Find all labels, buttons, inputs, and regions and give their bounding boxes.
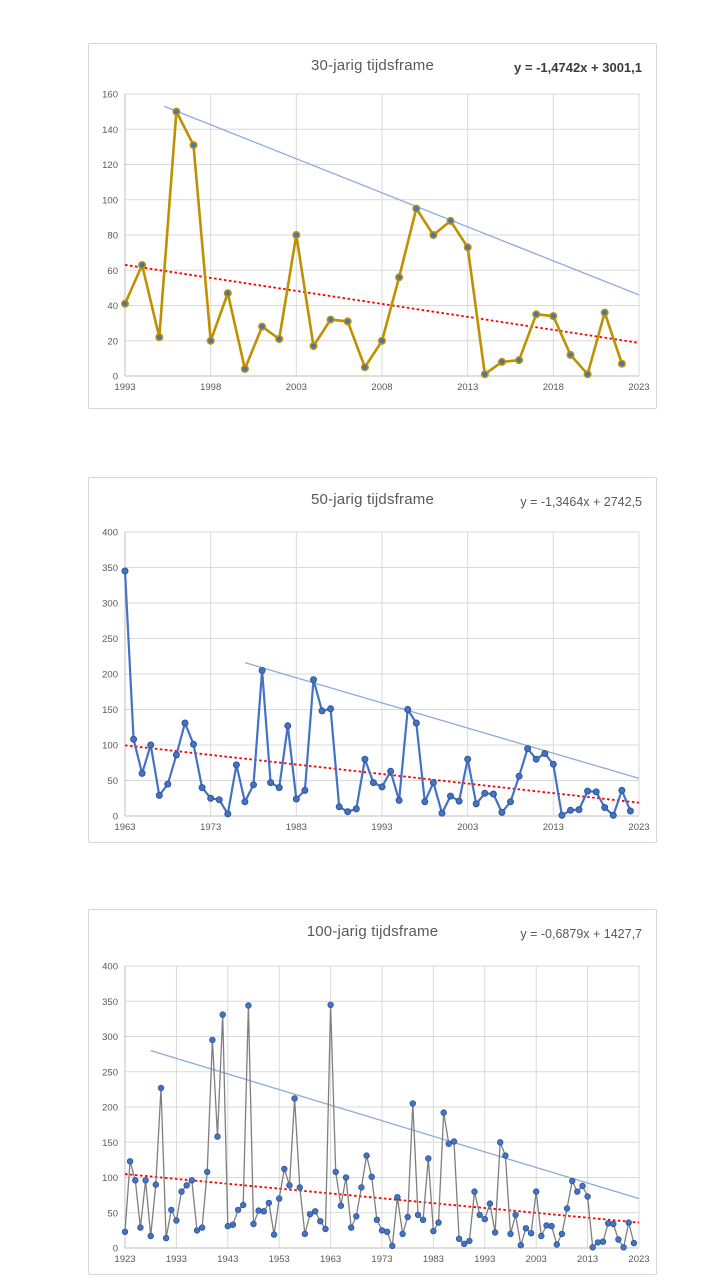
x-tick-label: 2023 [628, 1254, 650, 1265]
x-tick-label: 1983 [422, 1254, 444, 1265]
line-chart-plot-30-year [89, 44, 658, 410]
data-point-marker [446, 1141, 452, 1147]
data-point-marker [190, 142, 196, 148]
y-tick-label: 100 [102, 1173, 118, 1184]
x-tick-label: 1993 [371, 822, 393, 833]
data-point-marker [353, 806, 359, 812]
x-tick-label: 1983 [285, 822, 307, 833]
data-point-marker [122, 568, 128, 574]
data-point-marker [396, 797, 402, 803]
data-point-marker [523, 1226, 529, 1232]
data-point-marker [564, 1206, 570, 1212]
data-point-marker [220, 1012, 226, 1018]
data-point-marker [345, 809, 351, 815]
y-tick-label: 0 [112, 811, 118, 823]
data-point-marker [549, 1223, 555, 1229]
data-point-marker [374, 1217, 380, 1223]
x-tick-label: 1953 [268, 1254, 290, 1265]
data-point-marker [251, 1221, 257, 1227]
data-point-marker [467, 1238, 473, 1244]
data-point-marker [593, 789, 599, 795]
data-point-marker [413, 205, 419, 211]
data-point-marker [590, 1245, 596, 1251]
data-point-marker [328, 1002, 334, 1008]
data-point-marker [165, 781, 171, 787]
x-tick-label: 2008 [371, 382, 393, 393]
data-point-marker [621, 1245, 627, 1251]
x-tick-label: 2013 [542, 822, 564, 833]
data-point-marker [516, 773, 522, 779]
x-tick-label: 1963 [320, 1254, 342, 1265]
chart-card-30-year [88, 43, 657, 409]
y-tick-label: 50 [107, 1208, 118, 1220]
data-point-marker [216, 797, 222, 803]
data-point-marker [405, 707, 411, 713]
data-point-marker [626, 1220, 632, 1226]
data-point-marker [559, 1231, 565, 1237]
x-tick-label: 2023 [628, 822, 650, 833]
data-point-marker [492, 1230, 498, 1236]
data-point-marker [359, 1185, 365, 1191]
data-point-marker [256, 1208, 262, 1214]
data-point-marker [131, 736, 137, 742]
x-tick-label: 2003 [525, 1254, 547, 1265]
data-point-marker [379, 784, 385, 790]
data-point-marker [271, 1232, 277, 1238]
data-point-marker [153, 1182, 159, 1188]
y-tick-label: 0 [112, 371, 118, 383]
data-point-marker [276, 785, 282, 791]
data-point-marker [585, 788, 591, 794]
x-tick-label: 2018 [542, 382, 564, 393]
data-point-marker [343, 1175, 349, 1181]
data-point-marker [550, 313, 556, 319]
x-axis-labels [114, 822, 649, 833]
data-point-marker [327, 316, 333, 322]
data-point-marker [611, 1221, 617, 1227]
x-tick-label: 1998 [200, 382, 222, 393]
data-point-marker [430, 780, 436, 786]
data-point-marker [420, 1217, 426, 1223]
data-point-marker [311, 677, 317, 683]
data-point-marker [528, 1230, 534, 1236]
data-point-marker [410, 1101, 416, 1107]
secondary-trendline [245, 663, 639, 779]
data-point-marker [379, 338, 385, 344]
data-point-marker [364, 1153, 370, 1159]
data-point-marker [169, 1207, 175, 1213]
data-point-marker [156, 334, 162, 340]
data-point-marker [148, 1233, 154, 1239]
data-point-marker [225, 290, 231, 296]
data-point-marker [194, 1228, 200, 1234]
data-point-marker [333, 1169, 339, 1175]
data-point-marker [285, 723, 291, 729]
data-point-marker [580, 1183, 586, 1189]
data-point-marker [122, 1229, 128, 1235]
data-point-marker [189, 1178, 195, 1184]
x-tick-label: 1963 [114, 822, 136, 833]
chart-card-100-year [88, 909, 657, 1275]
data-point-marker [345, 318, 351, 324]
data-point-marker [525, 746, 531, 752]
data-point-marker [362, 364, 368, 370]
series-line [125, 571, 630, 815]
chart-title: 30-jarig tijdsframe [310, 57, 434, 74]
data-point-marker [436, 1220, 442, 1226]
data-point-marker [499, 809, 505, 815]
data-point-marker [184, 1183, 190, 1189]
data-point-marker [251, 782, 257, 788]
y-tick-label: 160 [102, 89, 118, 101]
data-point-marker [627, 808, 633, 814]
data-point-marker [156, 792, 162, 798]
data-point-marker [138, 1225, 144, 1231]
data-point-marker [204, 1169, 210, 1175]
series-line [125, 112, 622, 375]
x-tick-label: 1993 [474, 1254, 496, 1265]
data-point-marker [297, 1185, 303, 1191]
data-point-marker [276, 336, 282, 342]
data-point-marker [430, 232, 436, 238]
data-point-marker [208, 338, 214, 344]
trendline-equation-label: y = -0,6879x + 1427,7 [520, 927, 642, 941]
data-point-marker [616, 1237, 622, 1243]
data-point-marker [448, 793, 454, 799]
data-point-marker [539, 1233, 545, 1239]
data-point-marker [542, 751, 548, 757]
data-point-marker [487, 1201, 493, 1207]
data-point-marker [439, 810, 445, 816]
data-point-marker [456, 798, 462, 804]
data-point-marker [318, 1218, 324, 1224]
data-point-marker [465, 244, 471, 250]
data-point-marker [233, 762, 239, 768]
data-point-marker [533, 756, 539, 762]
data-point-marker [569, 1178, 575, 1184]
x-tick-label: 1923 [114, 1254, 136, 1265]
y-tick-label: 350 [102, 996, 118, 1008]
data-point-marker [497, 1140, 503, 1146]
data-point-marker [619, 787, 625, 793]
data-point-marker [533, 1189, 539, 1195]
data-point-marker [422, 799, 428, 805]
y-tick-label: 150 [102, 1137, 118, 1149]
data-point-marker [461, 1241, 467, 1247]
data-point-marker [276, 1196, 282, 1202]
data-point-marker [503, 1153, 509, 1159]
data-point-marker [508, 1231, 514, 1237]
data-point-marker [388, 768, 394, 774]
data-point-marker [441, 1110, 447, 1116]
data-point-marker [472, 1189, 478, 1195]
data-point-marker [133, 1178, 139, 1184]
y-axis-labels [102, 90, 118, 383]
y-tick-label: 300 [102, 598, 118, 610]
data-point-marker [182, 720, 188, 726]
data-point-marker [336, 804, 342, 810]
y-axis-labels [102, 528, 118, 823]
data-point-marker [348, 1225, 354, 1231]
data-point-marker [310, 343, 316, 349]
data-point-marker [261, 1209, 267, 1215]
data-point-marker [413, 720, 419, 726]
data-point-marker [568, 807, 574, 813]
data-point-marker [266, 1200, 272, 1206]
data-point-marker [554, 1242, 560, 1248]
data-point-marker [602, 309, 608, 315]
chart-title: 50-jarig tijdsframe [310, 491, 434, 508]
data-point-marker [362, 756, 368, 762]
y-axis-labels [102, 962, 118, 1255]
data-point-marker [173, 108, 179, 114]
series-line [125, 1005, 634, 1248]
data-point-marker [465, 756, 471, 762]
data-point-marker [174, 1218, 180, 1224]
y-tick-label: 200 [102, 669, 118, 681]
data-point-marker [619, 361, 625, 367]
data-point-marker [431, 1228, 437, 1234]
data-point-marker [230, 1222, 236, 1228]
data-point-marker [482, 790, 488, 796]
y-tick-label: 40 [107, 301, 118, 312]
y-tick-label: 150 [102, 705, 118, 716]
data-point-marker [242, 366, 248, 372]
data-point-marker [139, 770, 145, 776]
y-tick-label: 120 [102, 160, 118, 171]
data-point-marker [293, 232, 299, 238]
data-point-marker [508, 799, 514, 805]
data-point-marker [482, 1216, 488, 1222]
x-tick-label: 2013 [457, 382, 479, 393]
data-point-marker [631, 1240, 637, 1246]
y-tick-label: 200 [102, 1102, 118, 1114]
data-point-marker [390, 1243, 396, 1249]
x-tick-label: 1943 [217, 1254, 239, 1265]
data-point-marker [122, 301, 128, 307]
data-point-marker [199, 1225, 205, 1231]
x-tick-label: 1973 [371, 1254, 393, 1265]
data-point-marker [127, 1159, 133, 1165]
data-point-marker [338, 1203, 344, 1209]
data-point-marker [173, 752, 179, 758]
data-point-marker [139, 262, 145, 268]
data-point-marker [585, 1194, 591, 1200]
data-point-marker [595, 1240, 601, 1246]
data-point-marker [148, 742, 154, 748]
line-chart-plot-50-year [89, 478, 658, 844]
data-point-marker [225, 811, 231, 817]
data-point-marker [354, 1214, 360, 1220]
y-tick-label: 0 [112, 1243, 118, 1255]
trendline-equation-label: y = -1,3464x + 2742,5 [520, 495, 642, 509]
y-tick-label: 250 [102, 1067, 118, 1079]
data-point-marker [490, 791, 496, 797]
y-tick-label: 100 [102, 195, 118, 207]
y-tick-label: 20 [107, 336, 118, 348]
y-tick-label: 100 [102, 740, 118, 752]
data-point-marker [567, 352, 573, 358]
y-tick-label: 140 [102, 124, 118, 136]
data-point-marker [143, 1178, 149, 1184]
y-tick-label: 60 [107, 265, 118, 277]
data-point-marker [396, 274, 402, 280]
data-point-marker [307, 1211, 313, 1217]
data-point-marker [292, 1096, 298, 1102]
data-point-marker [268, 780, 274, 786]
x-tick-label: 2003 [457, 822, 479, 833]
data-point-marker [400, 1231, 406, 1237]
data-point-marker [550, 761, 556, 767]
x-tick-label: 1973 [200, 822, 222, 833]
data-point-marker [323, 1226, 329, 1232]
data-point-marker [208, 795, 214, 801]
data-point-marker [473, 801, 479, 807]
data-point-marker [369, 1174, 375, 1180]
y-tick-label: 250 [102, 634, 118, 645]
data-point-marker [602, 805, 608, 811]
data-point-marker [242, 799, 248, 805]
data-point-marker [293, 796, 299, 802]
data-point-marker [287, 1183, 293, 1189]
data-point-marker [610, 812, 616, 818]
data-point-marker [605, 1221, 611, 1227]
data-point-marker [518, 1242, 524, 1248]
data-point-marker [259, 668, 265, 674]
data-point-marker [191, 741, 197, 747]
data-point-marker [312, 1209, 318, 1215]
x-axis-labels [114, 382, 649, 393]
x-tick-label: 2013 [577, 1254, 599, 1265]
data-point-marker [210, 1037, 216, 1043]
y-tick-label: 400 [102, 961, 118, 973]
line-chart-plot-100-year [89, 910, 658, 1276]
data-point-marker [395, 1194, 401, 1200]
x-tick-label: 1993 [114, 382, 136, 393]
x-tick-label: 1933 [165, 1254, 187, 1265]
data-point-marker [235, 1207, 241, 1213]
trendline-equation-label: y = -1,4742x + 3001,1 [514, 60, 642, 75]
data-point-marker [426, 1156, 432, 1162]
data-point-marker [516, 357, 522, 363]
chart-card-50-year [88, 477, 657, 843]
data-point-marker [370, 780, 376, 786]
data-point-marker [482, 371, 488, 377]
data-point-marker [415, 1212, 421, 1218]
y-tick-label: 300 [102, 1032, 118, 1043]
y-tick-label: 50 [107, 776, 118, 787]
data-point-marker [302, 1231, 308, 1237]
data-point-marker [451, 1139, 457, 1145]
data-point-marker [240, 1202, 246, 1208]
data-point-marker [447, 218, 453, 224]
data-point-marker [584, 371, 590, 377]
y-tick-label: 80 [107, 230, 118, 242]
y-tick-label: 400 [102, 527, 118, 539]
data-point-marker [319, 708, 325, 714]
data-point-marker [600, 1239, 606, 1245]
chart-title: 100-jarig tijdsframe [306, 923, 439, 940]
data-point-marker [513, 1212, 519, 1218]
x-tick-label: 2023 [628, 382, 650, 393]
data-point-marker [163, 1235, 169, 1241]
data-point-marker [559, 812, 565, 818]
data-point-marker [405, 1214, 411, 1220]
data-point-marker [499, 359, 505, 365]
data-point-marker [456, 1236, 462, 1242]
data-point-marker [544, 1223, 550, 1229]
data-point-marker [246, 1003, 252, 1009]
data-point-marker [282, 1166, 288, 1172]
data-point-marker [199, 785, 205, 791]
data-point-marker [533, 311, 539, 317]
x-tick-label: 2003 [285, 382, 307, 393]
data-point-markers [122, 108, 625, 377]
gridlines [125, 532, 639, 816]
data-point-marker [576, 807, 582, 813]
data-point-marker [158, 1085, 164, 1091]
data-point-marker [302, 787, 308, 793]
y-tick-label: 350 [102, 563, 118, 574]
data-point-marker [259, 323, 265, 329]
data-point-marker [179, 1189, 185, 1195]
data-point-marker [477, 1212, 483, 1218]
data-point-marker [575, 1189, 581, 1195]
data-point-marker [328, 706, 334, 712]
data-point-marker [384, 1229, 390, 1235]
gridlines [125, 966, 639, 1248]
x-axis-labels [114, 1254, 649, 1265]
data-point-marker [215, 1134, 221, 1140]
